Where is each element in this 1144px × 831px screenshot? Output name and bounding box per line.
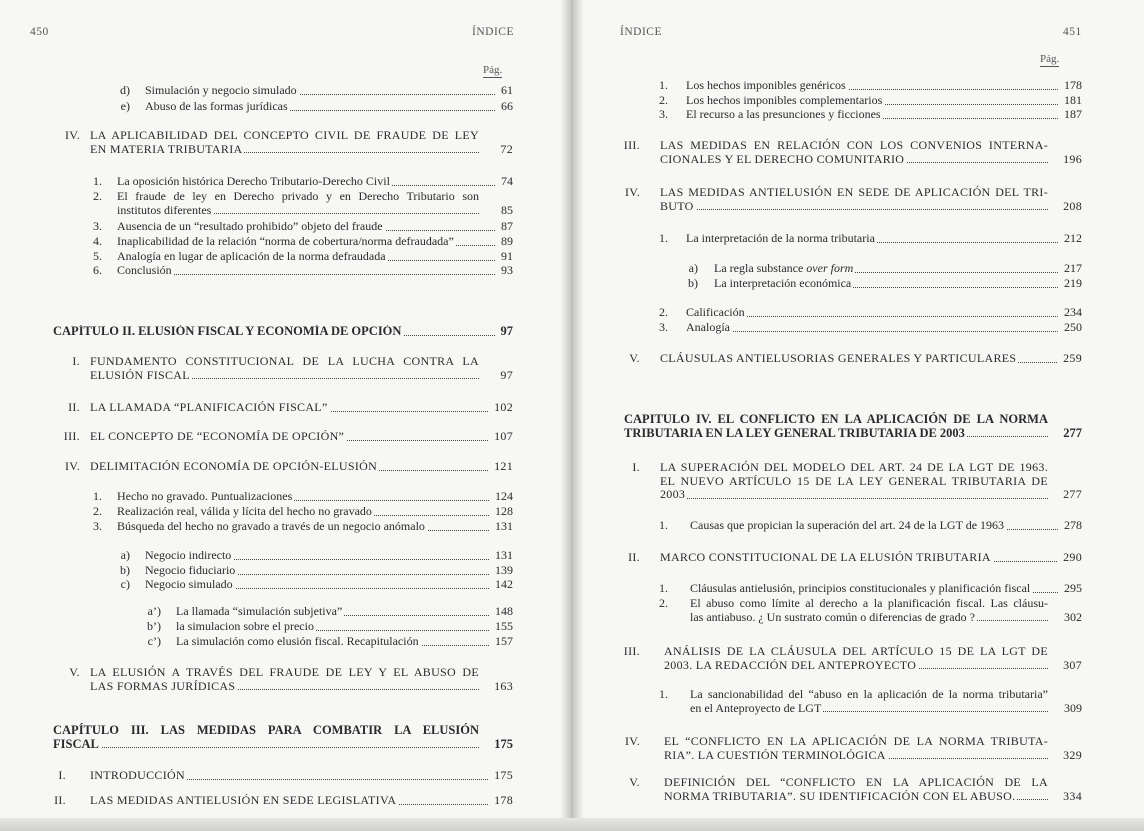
toc-entry-title: La regla substance over form xyxy=(714,262,854,275)
toc-entry-title: Conclusión xyxy=(117,264,172,277)
toc-entry[interactable] xyxy=(680,262,1082,276)
toc-entry[interactable] xyxy=(616,186,1082,213)
toc-entry[interactable] xyxy=(80,220,513,234)
toc-page-number: 131 xyxy=(495,519,513,533)
toc-entry-title: Cláusulas antielusión, principios constitucionales y planificación fiscal xyxy=(690,582,1031,595)
toc-entry[interactable] xyxy=(648,79,1082,93)
right-page-number: 451 xyxy=(1063,26,1082,38)
toc-entry[interactable] xyxy=(80,235,513,249)
toc-entry-title: Realización real, válida y lícita del hecho no gravado xyxy=(117,505,372,518)
toc-page-number: 142 xyxy=(495,577,513,591)
toc-page-number: 250 xyxy=(1064,320,1082,334)
left-page-number: 450 xyxy=(30,26,49,38)
toc-entry[interactable] xyxy=(616,551,1082,565)
toc-page-number: 131 xyxy=(495,548,513,562)
toc-entry[interactable] xyxy=(50,769,513,783)
toc-entry[interactable] xyxy=(80,490,513,504)
toc-entry-title: LA LLAMADA “PLANIFICACIÓN FISCAL” xyxy=(90,401,328,414)
toc-entry[interactable] xyxy=(135,620,513,634)
toc-entry[interactable] xyxy=(648,597,1082,624)
toc-entry-title: El recurso a las presunciones y ficciones xyxy=(686,108,881,121)
toc-page-number: 309 xyxy=(1064,700,1082,715)
toc-entry[interactable] xyxy=(616,352,1082,366)
toc-page-number: 334 xyxy=(1063,788,1082,803)
toc-page-number: 93 xyxy=(501,263,513,277)
toc-entry-line: ANÁLISIS DE LA CLÁUSULA DEL ARTÍCULO 15 DE LA LGT DE xyxy=(664,644,1048,658)
toc-page-number: 217 xyxy=(1064,261,1082,275)
toc-page-number: 128 xyxy=(495,504,513,518)
toc-entry-title: Negocio indirecto xyxy=(145,549,232,562)
toc-entry-number: 1. xyxy=(659,687,668,701)
left-pag-label: Pág. xyxy=(483,64,503,76)
toc-entry[interactable] xyxy=(80,190,513,217)
toc-entry-number: II. xyxy=(628,550,640,564)
toc-entry-line: El fraude de ley en Derecho privado y en Derecho Tributario son xyxy=(117,189,479,203)
toc-page-number: 290 xyxy=(1063,550,1082,564)
toc-page-number: 89 xyxy=(501,234,513,248)
toc-page-number: 329 xyxy=(1063,747,1082,762)
toc-page-number: 155 xyxy=(495,619,513,633)
toc-page-number: 307 xyxy=(1063,657,1082,672)
toc-entry[interactable] xyxy=(80,264,513,278)
toc-entry[interactable] xyxy=(50,401,513,415)
toc-entry[interactable] xyxy=(50,460,513,474)
toc-entry[interactable] xyxy=(50,355,513,382)
toc-page-number: 61 xyxy=(501,83,513,97)
toc-entry-number: III. xyxy=(623,644,640,658)
toc-entry-line: 2003 xyxy=(660,488,686,501)
toc-entry[interactable] xyxy=(648,94,1082,108)
toc-entry-title: Ausencia de un “resultado prohibido” objeto del fraude xyxy=(117,220,383,233)
toc-page-number: 157 xyxy=(495,634,513,648)
toc-entry[interactable] xyxy=(80,505,513,519)
toc-entry-title: Negocio fiduciario xyxy=(145,564,236,577)
left-page xyxy=(0,0,568,831)
toc-entry-number: IV. xyxy=(624,185,640,199)
toc-page-number: 196 xyxy=(1063,151,1082,166)
toc-entry[interactable] xyxy=(50,794,513,808)
toc-entry-number: V. xyxy=(69,665,80,679)
toc-entry-title: LAS MEDIDAS ANTIELUSIÓN EN SEDE LEGISLATIVA xyxy=(90,794,397,807)
book-gutter xyxy=(560,0,584,831)
toc-page-number: 187 xyxy=(1064,107,1082,121)
right-running-head: ÍNDICE xyxy=(620,26,662,38)
toc-page-number: 74 xyxy=(501,174,513,188)
toc-entry-title: Los hechos imponibles complementarios xyxy=(686,94,883,107)
toc-entry-number: 1. xyxy=(93,174,102,188)
toc-entry-line: NORMA TRIBUTARIA”. SU IDENTIFICACIÓN CON EL ABUSO. xyxy=(664,789,1016,803)
toc-entry-number: V. xyxy=(629,775,640,789)
toc-entry-number: 2. xyxy=(93,189,102,203)
toc-entry-title: CAPÍTULO II. ELUSIÓN FISCAL Y ECONOMÍA DE OPCIÓN xyxy=(53,325,402,338)
toc-entry-line: en el Anteproyecto de LGT xyxy=(690,701,822,715)
toc-entry-number: 4. xyxy=(93,234,102,248)
toc-entry-number: II. xyxy=(68,400,80,414)
toc-entry-number: 1. xyxy=(659,231,668,245)
toc-entry-line: institutos diferentes xyxy=(117,203,212,217)
toc-entry-number: a’) xyxy=(147,604,161,618)
toc-entry[interactable] xyxy=(53,724,513,751)
toc-entry-line: El abuso como límite al derecho a la planificación fiscal. Las cláusu- xyxy=(690,596,1048,610)
toc-entry-number: a) xyxy=(120,548,130,562)
toc-page-number: 102 xyxy=(494,400,513,414)
toc-entry[interactable] xyxy=(616,645,1082,672)
toc-entry-number: I. xyxy=(72,354,80,368)
toc-entry[interactable] xyxy=(616,461,1082,502)
toc-page-number: 259 xyxy=(1063,351,1082,365)
toc-entry-title: la simulacion sobre el precio xyxy=(176,620,314,633)
toc-entry[interactable] xyxy=(50,666,513,693)
right-pag-label: Pág. xyxy=(1040,53,1060,65)
toc-entry-number: d) xyxy=(120,83,130,97)
toc-page-number: 85 xyxy=(501,202,513,217)
toc-entry[interactable] xyxy=(135,605,513,619)
toc-entry-line: EN MATERIA TRIBUTARIA xyxy=(90,142,243,156)
toc-entry-number: II. xyxy=(54,793,66,807)
toc-page-number: 277 xyxy=(1063,487,1082,501)
toc-page-number: 175 xyxy=(494,768,513,782)
toc-entry-line: LAS MEDIDAS EN RELACIÓN CON LOS CONVENIOS INTERNA- xyxy=(660,138,1048,152)
toc-entry-line: LAS FORMAS JURÍDICAS xyxy=(90,679,236,693)
toc-entry-number: c’) xyxy=(147,634,161,648)
toc-page-number: 302 xyxy=(1064,609,1082,624)
toc-entry-line: las antiabuso. ¿ Un sustrato común o diferencias de grado ? xyxy=(690,610,975,624)
toc-entry-title: Analogía en lugar de aplicación de la norma defraudada xyxy=(117,250,386,263)
toc-entry-number: IV. xyxy=(624,734,640,748)
toc-page-number: 72 xyxy=(500,141,513,156)
toc-entry-title: La interpretación de la norma tributaria xyxy=(686,232,875,245)
toc-page-number: 277 xyxy=(1063,425,1082,440)
toc-entry-line: BUTO xyxy=(660,199,694,213)
toc-entry-number: b) xyxy=(120,563,130,577)
toc-entry-title: CLÁUSULAS ANTIELUSORIAS GENERALES Y PARTICULARES xyxy=(660,352,1017,365)
toc-entry-title: La interpretación económica xyxy=(714,277,852,290)
toc-entry-number: 3. xyxy=(93,519,102,533)
toc-page-number: 234 xyxy=(1064,305,1082,319)
toc-page-number: 97 xyxy=(500,324,513,338)
toc-entry-number: 3. xyxy=(659,107,668,121)
toc-entry-line: RIA”. LA CUESTIÓN TERMINOLÓGICA xyxy=(664,748,886,762)
toc-page-number: 139 xyxy=(495,563,513,577)
toc-page-number: 87 xyxy=(501,219,513,233)
toc-entry-line: CIONALES Y EL DERECHO COMUNITARIO xyxy=(660,152,905,166)
toc-entry[interactable] xyxy=(648,519,1082,533)
toc-entry-title: Causas que propician la superación del art. 24 de la LGT de 1963 xyxy=(690,519,1005,532)
toc-page-number: 163 xyxy=(494,678,513,693)
toc-entry-number: 1. xyxy=(93,489,102,503)
toc-entry-title: EL CONCEPTO DE “ECONOMÍA DE OPCIÓN” xyxy=(90,430,345,443)
toc-entry-number: 3. xyxy=(93,219,102,233)
toc-entry[interactable] xyxy=(80,250,513,264)
toc-entry-line: CAPITULO IV. EL CONFLICTO EN LA APLICACIÓN DE LA NORMA xyxy=(624,412,1048,426)
toc-entry-number: I. xyxy=(58,768,66,782)
left-running-head: ÍNDICE xyxy=(472,26,514,38)
toc-entry-line: LAS MEDIDAS ANTIELUSIÓN EN SEDE DE APLICACIÓN DEL TRI- xyxy=(660,185,1048,199)
toc-entry-title: Abuso de las formas jurídicas xyxy=(145,100,288,113)
toc-entry-line: La sancionabilidad del “abuso en la aplicación de la norma tributaria” xyxy=(690,687,1048,701)
toc-entry-title: Negocio simulado xyxy=(145,578,233,591)
toc-entry-number: III. xyxy=(623,138,640,152)
toc-entry-number: 1. xyxy=(659,78,668,92)
toc-entry-number: 3. xyxy=(659,320,668,334)
toc-entry-number: III. xyxy=(63,429,80,443)
toc-entry[interactable] xyxy=(624,413,1082,440)
toc-entry-line: FISCAL xyxy=(53,737,99,751)
toc-entry[interactable] xyxy=(648,321,1082,335)
toc-entry-title: Inaplicabilidad de la relación “norma de cobertura/norma defraudada” xyxy=(117,235,454,248)
toc-entry[interactable] xyxy=(80,175,513,189)
toc-entry-number: c) xyxy=(120,577,130,591)
toc-entry-title: Calificación xyxy=(686,306,745,319)
toc-entry-line: EL NUEVO ARTÍCULO 15 DE LA LEY GENERAL TRIBUTARIA DE xyxy=(660,473,1048,488)
toc-page-number: 91 xyxy=(501,249,513,263)
toc-entry-number: 2. xyxy=(93,504,102,518)
toc-entry[interactable] xyxy=(648,688,1082,715)
toc-entry-title: Hecho no gravado. Puntualizaciones xyxy=(117,490,293,503)
toc-page-number: 181 xyxy=(1064,93,1082,107)
toc-page-number: 178 xyxy=(1064,78,1082,92)
toc-entry[interactable] xyxy=(108,549,513,563)
toc-entry[interactable] xyxy=(135,635,513,649)
toc-entry[interactable] xyxy=(108,564,513,578)
toc-page-number: 212 xyxy=(1064,231,1082,245)
toc-entry-number: I. xyxy=(632,460,640,474)
toc-entry[interactable] xyxy=(648,306,1082,320)
toc-entry-number: 1. xyxy=(659,581,668,595)
toc-entry-number: e) xyxy=(120,99,130,113)
toc-entry[interactable] xyxy=(53,325,513,339)
toc-entry-number: 1. xyxy=(659,518,668,532)
toc-page-number: 107 xyxy=(494,429,513,443)
toc-page-number: 148 xyxy=(495,604,513,618)
page-bottom-edge xyxy=(0,818,1144,831)
toc-page-number: 175 xyxy=(494,736,513,751)
toc-entry[interactable] xyxy=(50,430,513,444)
toc-entry-number: 2. xyxy=(659,305,668,319)
toc-page-number: 124 xyxy=(495,489,513,503)
toc-entry-title: Búsqueda del hecho no gravado a través de un negocio anómalo xyxy=(117,520,425,533)
toc-entry[interactable] xyxy=(648,232,1082,246)
toc-entry-number: 2. xyxy=(659,93,668,107)
toc-page-number: 295 xyxy=(1064,581,1082,595)
toc-entry-title: La oposición histórica Derecho Tributario-Derecho Civil xyxy=(117,175,390,188)
toc-entry[interactable] xyxy=(108,578,513,592)
toc-entry-title: La simulación como elusión fiscal. Recapitulación xyxy=(176,635,419,648)
toc-entry-number: 2. xyxy=(659,596,668,610)
toc-entry-line: LA SUPERACIÓN DEL MODELO DEL ART. 24 DE LA LGT DE 1963. xyxy=(660,460,1048,474)
toc-page-number: 66 xyxy=(501,99,513,113)
toc-entry-number: b) xyxy=(688,276,698,290)
toc-entry-title: INTRODUCCIÓN xyxy=(90,769,185,782)
toc-entry[interactable] xyxy=(616,735,1082,762)
toc-entry[interactable] xyxy=(680,277,1082,291)
toc-entry-number: 5. xyxy=(93,249,102,263)
toc-entry-line: DEFINICIÓN DEL “CONFLICTO EN LA APLICACIÓN DE LA xyxy=(664,775,1048,789)
toc-page-number: 208 xyxy=(1063,198,1082,213)
toc-entry-number: 6. xyxy=(93,263,102,277)
toc-page-number: 219 xyxy=(1064,276,1082,290)
toc-entry[interactable] xyxy=(616,776,1082,803)
toc-entry-number: a) xyxy=(688,261,698,275)
toc-entry-line: LA ELUSIÓN A TRAVÉS DEL FRAUDE DE LEY Y EL ABUSO DE xyxy=(90,665,479,679)
toc-entry-title: La llamada “simulación subjetiva” xyxy=(176,605,343,618)
toc-entry-line: CAPÍTULO III. LAS MEDIDAS PARA COMBATIR LA ELUSIÓN xyxy=(53,723,479,737)
toc-entry-number: IV. xyxy=(64,459,80,473)
toc-entry-line: FUNDAMENTO CONSTITUCIONAL DE LA LUCHA CONTRA LA xyxy=(90,354,479,368)
toc-entry[interactable] xyxy=(648,582,1082,596)
toc-entry-line: TRIBUTARIA EN LA LEY GENERAL TRIBUTARIA DE 2003 xyxy=(624,426,965,440)
toc-entry-number: b’) xyxy=(147,619,161,633)
toc-entry-title: Analogía xyxy=(686,321,730,334)
toc-page-number: 97 xyxy=(500,367,513,382)
toc-page-number: 121 xyxy=(494,459,513,473)
toc-entry[interactable] xyxy=(616,139,1082,166)
toc-entry[interactable] xyxy=(108,84,513,98)
toc-entry-title: DELIMITACIÓN ECONOMÍA DE OPCIÓN-ELUSIÓN xyxy=(90,460,378,473)
toc-entry[interactable] xyxy=(80,520,513,534)
toc-entry-line: ELUSIÓN FISCAL xyxy=(90,368,190,382)
toc-entry-line: LA APLICABILIDAD DEL CONCEPTO CIVIL DE FRAUDE DE LEY xyxy=(90,128,479,142)
toc-entry[interactable] xyxy=(108,100,513,114)
toc-entry-number: V. xyxy=(629,351,640,365)
toc-entry[interactable] xyxy=(50,129,513,156)
toc-entry-title: Simulación y negocio simulado xyxy=(145,84,297,97)
toc-entry-title: Los hechos imponibles genéricos xyxy=(686,79,846,92)
toc-page-number: 278 xyxy=(1064,518,1082,532)
toc-entry[interactable] xyxy=(648,108,1082,122)
toc-page-number: 178 xyxy=(494,793,513,807)
toc-entry-line: 2003. LA REDACCIÓN DEL ANTEPROYECTO xyxy=(664,658,917,672)
toc-entry-title: MARCO CONSTITUCIONAL DE LA ELUSIÓN TRIBUTARIA xyxy=(660,551,991,564)
toc-entry-line: EL “CONFLICTO EN LA APLICACIÓN DE LA NORMA TRIBUTA- xyxy=(664,734,1048,748)
toc-entry-number: IV. xyxy=(64,128,80,142)
